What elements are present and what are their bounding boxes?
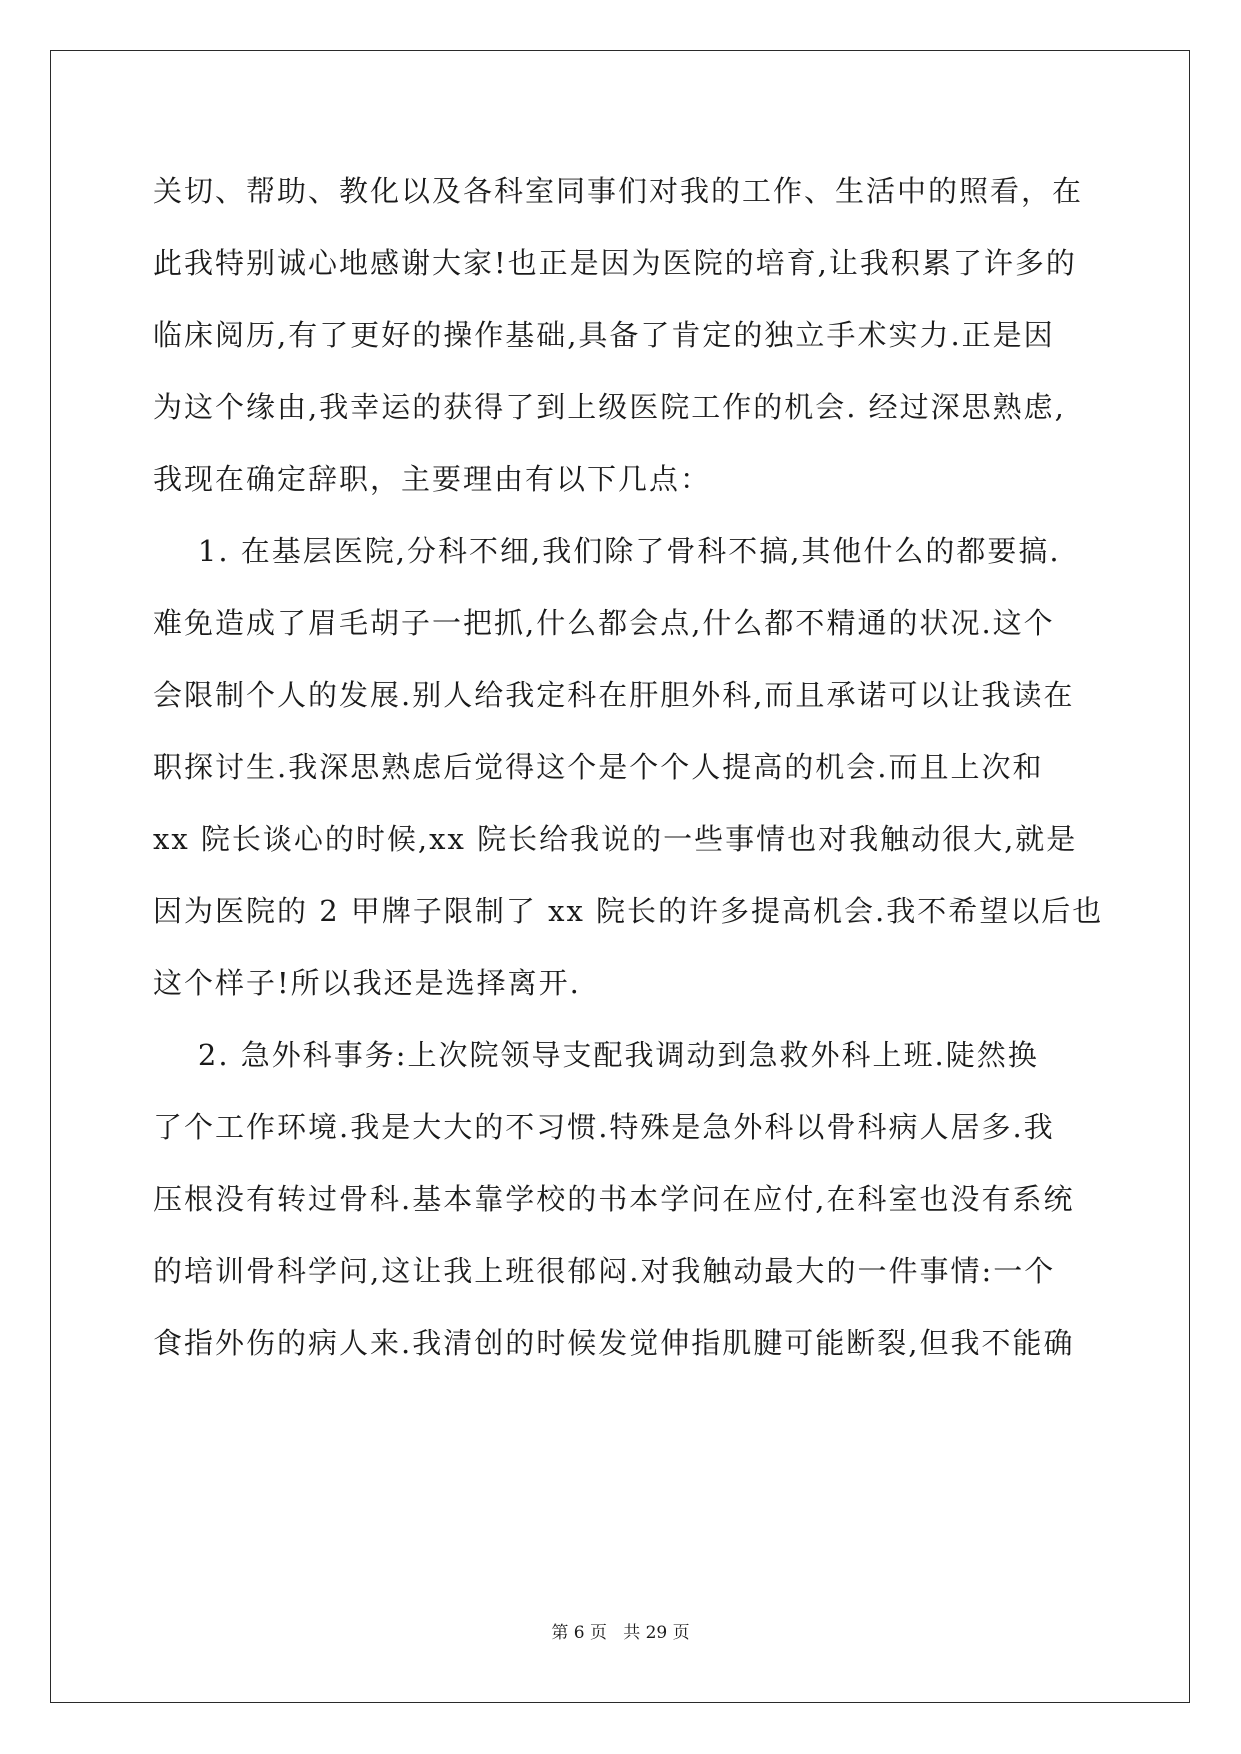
text-line: 了个工作环境.我是大大的不习惯.特殊是急外科以骨科病人居多.我 xyxy=(153,1110,1055,1144)
text-line: 为这个缘由,我幸运的获得了到上级医院工作的机会. 经过深思熟虑, xyxy=(153,390,1066,424)
text-line: 因为医院的 2 甲牌子限制了 xx 院长的许多提高机会.我不希望以后也 xyxy=(153,894,1104,928)
text-line: 临床阅历,有了更好的操作基础,具备了肯定的独立手术实力.正是因 xyxy=(153,318,1055,352)
text-line: 压根没有转过骨科.基本靠学校的书本学问在应付,在科室也没有系统 xyxy=(153,1182,1075,1216)
text-line: 关切、帮助、教化以及各科室同事们对我的工作、生活中的照看，在 xyxy=(153,174,1084,208)
text-line: 2. 急外科事务:上次院领导支配我调动到急救外科上班.陡然换 xyxy=(153,1038,1039,1072)
text-line: 1. 在基层医院,分科不细,我们除了骨科不搞,其他什么的都要搞. xyxy=(153,534,1061,568)
text-line: 会限制个人的发展.别人给我定科在肝胆外科,而且承诺可以让我读在 xyxy=(153,678,1075,712)
text-line: 此我特别诚心地感谢大家!也正是因为医院的培育,让我积累了许多的 xyxy=(153,246,1077,280)
text-line: 食指外伤的病人来.我清创的时候发觉伸指肌腱可能断裂,但我不能确 xyxy=(153,1326,1075,1360)
text-line: 职探讨生.我深思熟虑后觉得这个是个个人提高的机会.而且上次和 xyxy=(153,750,1044,784)
text-line: 我现在确定辞职，主要理由有以下几点： xyxy=(153,462,712,496)
page-total: 共 29 页 xyxy=(623,1623,690,1643)
paragraph-2 xyxy=(153,515,1104,1019)
paragraph-3 xyxy=(153,1019,1093,1379)
text-line: xx 院长谈心的时候,xx 院长给我说的一些事情也对我触动很大,就是 xyxy=(153,822,1078,856)
paragraph-1 xyxy=(153,155,1093,515)
page-number: 第 6 页 xyxy=(551,1623,607,1643)
page-footer xyxy=(0,1618,1241,1643)
text-line: 的培训骨科学问,这让我上班很郁闷.对我触动最大的一件事情:一个 xyxy=(153,1254,1056,1288)
text-line: 这个样子!所以我还是选择离开. xyxy=(153,966,581,1000)
document-body xyxy=(153,155,1104,1379)
text-line: 难免造成了眉毛胡子一把抓,什么都会点,什么都不精通的状况.这个 xyxy=(153,606,1055,640)
